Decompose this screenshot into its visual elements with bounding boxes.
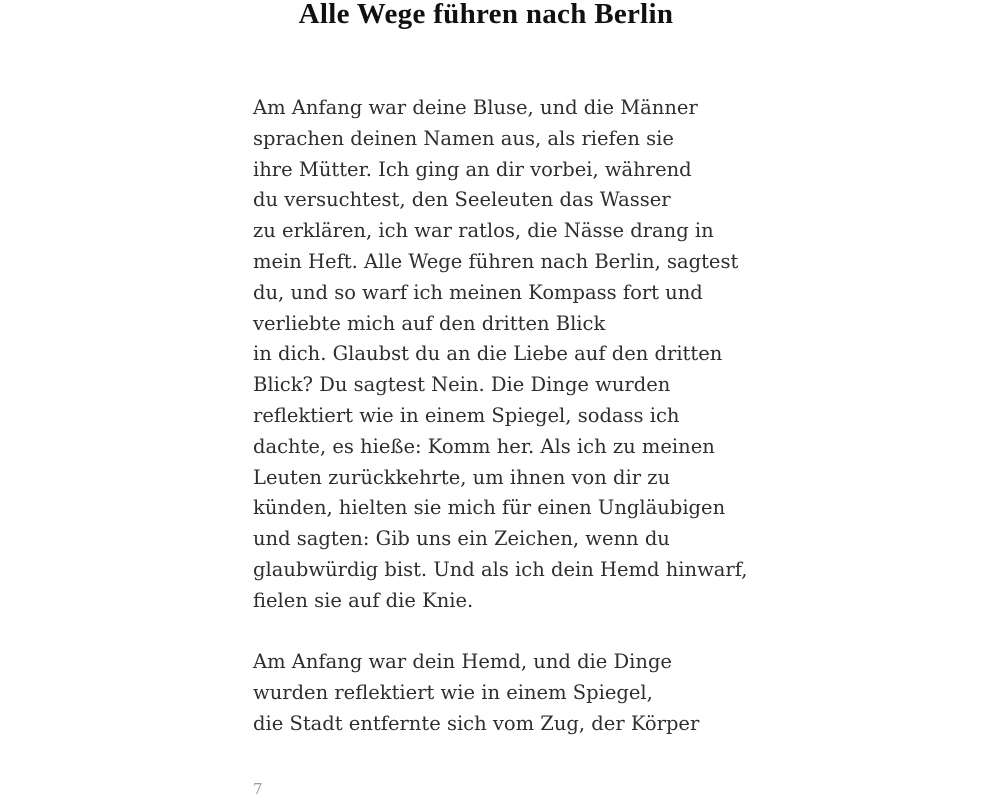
stanza-line: glaubwürdig bist. Und als ich dein Hemd hinwarf, — [253, 557, 748, 581]
stanza-line: künden, hielten sie mich für einen Ungläubigen — [253, 496, 726, 520]
poem-title: Alle Wege führen nach Berlin — [298, 0, 674, 30]
stanza-1 — [253, 93, 747, 617]
stanza-line: verliebte mich auf den dritten Blick — [253, 311, 606, 335]
stanza-2 — [253, 647, 699, 739]
stanza-line: mein Heft. Alle Wege führen nach Berlin, sagtest — [253, 249, 739, 273]
stanza-line: du versuchtest, den Seeleuten das Wasser — [253, 188, 671, 212]
stanza-line: fielen sie auf die Knie. — [253, 588, 474, 612]
stanza-line: ihre Mütter. Ich ging an dir vorbei, während — [253, 157, 692, 181]
stanza-line: Blick? Du sagtest Nein. Die Dinge wurden — [253, 373, 671, 397]
stanza-line: Am Anfang war deine Bluse, und die Männer — [253, 96, 698, 119]
stanza-line: wurden reflektiert wie in einem Spiegel, — [253, 680, 653, 704]
stanza-line: zu erklären, ich war ratlos, die Nässe drang in — [253, 219, 714, 243]
stanza-line: sprachen deinen Namen aus, als riefen sie — [253, 126, 674, 150]
stanza-line: du, und so warf ich meinen Kompass fort und — [253, 280, 703, 304]
stanza-line: dachte, es hieße: Komm her. Als ich zu meinen — [253, 434, 715, 458]
stanza-line: reflektiert wie in einem Spiegel, sodass ich — [253, 403, 680, 427]
stanza-line: Leuten zurückkehrte, um ihnen von dir zu — [253, 465, 671, 489]
stanza-line: und sagten: Gib uns ein Zeichen, wenn du — [253, 527, 670, 551]
stanza-line: in dich. Glaubst du an die Liebe auf den dritten — [253, 342, 723, 366]
stanza-line: Am Anfang war dein Hemd, und die Dinge — [253, 650, 672, 673]
page-number: 7 — [253, 780, 263, 798]
stanza-line: die Stadt entfernte sich vom Zug, der Körper — [253, 711, 700, 735]
